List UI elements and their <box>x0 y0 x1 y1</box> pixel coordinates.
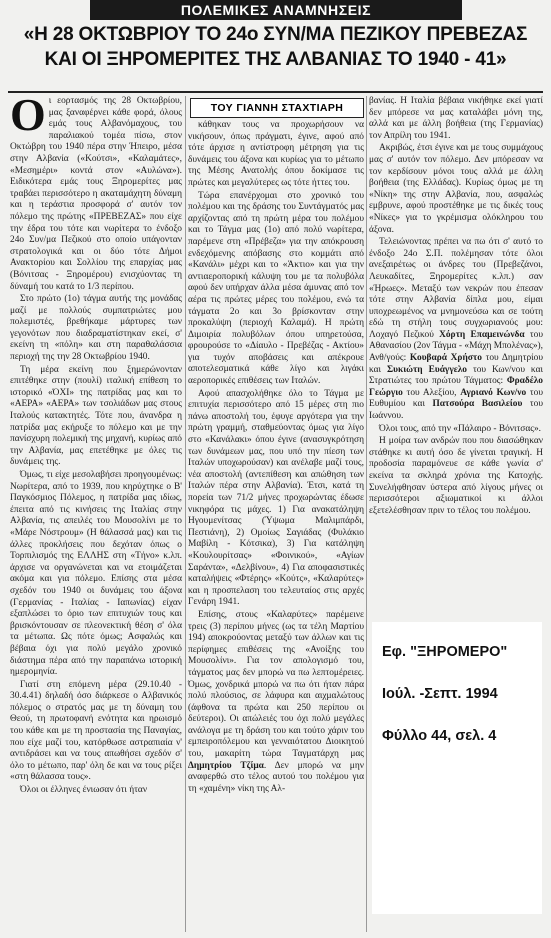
section-banner <box>90 0 462 20</box>
name-highlight: Χόρτη Επαμεινώνδα <box>439 329 525 340</box>
citation-page: Φύλλο 44, σελ. 4 <box>382 728 497 744</box>
drop-cap: Ο <box>10 89 46 140</box>
paragraph: Επίσης, στους «Καλαρύτες» παρέμεινε τρεις (3) περίπου μήνες (ως τα τέλη Μαρτίου 194) αποκρούοντας μεταξύ των άλλων και τις περίφημες επιθέσεις της «Ανοίξης του Μουσολίνι». Για τον απολογισμό του, τάγματος μας δεν μπορώ να πω λεπτομέρειες. Όμως, χονδρικά μπορώ να πω ότι ήταν πάρα πολύ πλούσιος, σε λάφυρα και αιχμαλώτους (άφθονα τα πρώτα και 250 περίπου οι δεύτεροι). Οι απώλειές του όχι πολύ μεγάλες ανάλογα με τη δράση του και τούτο χάριν του εμπειροπόλεμου και γενναιότατου Διοικητού του, μακαρίτη τώρα Ταγματάρχη μας Δημητρίου Τζίμα. Δεν μπορώ να μην αναφερθώ στο τέλος αυτού του πολέμου για τη «χαμένη» νίκη της Αλ- <box>188 609 364 794</box>
section-title: ΠΟΛΕΜΙΚΕΣ ΑΝΑΜΝΗΣΕΙΣ <box>180 2 372 18</box>
paragraph: Στο πρώτο (1ο) τάγμα αυτής της μονάδας μαζί με πολλούς συμπατριώτες μου πολεμιστές, βρεθήκαμε μάρτυρες των γεγονότων που διαδραματίστηκαν εκεί, σ' εκείνη τη «πόλη» και στη παραθαλάσσια περιοχή της την 28 Οκτωβρίου 1940. <box>10 294 182 363</box>
column-divider-1 <box>185 96 186 932</box>
paragraph: Όλοι οι έλληνες ένιωσαν ότι ήταν <box>20 785 148 796</box>
headline-line-1: «Η 28 ΟΚΤΩΒΡΙΟΥ ΤΟ 24ο ΣΥΝ/ΜΑ ΠΕΖΙΚΟΥ ΠΡΕΒΕΖΑΣ <box>23 24 528 45</box>
name-highlight: Φραδέλο Γεώργιο <box>369 376 543 398</box>
paragraph: Όμως, τι είχε μεσολαβήσει προηγουμένως: Νωρίτερα, από το 1939, που κηρύχτηκε ο Β' Παγκόσμιος Πόλεμος, η πατρίδα μας ιδίως, έπειτα από τις κινήσεις της Ιταλίας στην Αλβανία, τις απειλές του Μουσολίνι με το «Μάρε Νόστρουμ» (Η θάλασσά μας) και τις άλλες προκλήσεις που δεχόταν όπως ο Τορπιλισμός της ΕΛΛΗΣ στη «Τήνο» κ.λπ. άρχισε να οργανώνεται και να ετοιμάζεται ακόμα και για πόλεμο. Επίσης στα μέσα σχεδόν του 1940 οι δυνάμεις του άξονα (Γερμανίας - Ιταλίας - Ιαπωνίας) είχαν εξαπλώσει το όριο των επιτυχιών τους και βρισκόντουσαν σε πλεονεκτική θέση σ' όλα τα μέτωπα. Ως πότε όμως; Ασφαλώς και βέβαια όχι για πολύ μεγάλο χρονικό διάστημα πέρα από την παραπάνω ιστορική ημερομηνία. <box>10 470 182 678</box>
column-divider-2 <box>366 96 367 932</box>
name-highlight: Δημητρίου Τζίμα <box>188 760 264 771</box>
headline-rule <box>8 91 543 93</box>
article-headline <box>10 22 541 72</box>
author-byline <box>190 98 364 118</box>
source-citation <box>372 622 542 914</box>
paragraph: Όλοι τους, από την «Πάλαιρο - Βόνιτσας». <box>379 423 541 434</box>
paragraph: Τώρα επανέρχομαι στο χρονικό του πολέμου και της δράσης του Συντάγματός μας αρχίζοντας από τη πρώτη μέρα του πολέμου και το Τάγμα μας (1ο) από πολύ νωρίτερα, παρέμενε στη «Πρέβεζα» για την απόκρουση ενδεχόμενης απόβασης στο κομμάτι από «Κανάλι» μέχρι και το «Άκτιο» και για την αντιαεροπορική κάλυψη του με τα πολυβόλα αφού δεν υπήρχαν άλλα μέσα άμυνας από τον αέρα τις πρώτες μέρες του πολέμου, ενώ τα τάγματα 2ο και 3ο βρίσκονταν στην προκαλύψη (περιοχή Καλαμά). Η πρώτη Διμοιρία πολυβόλων όπου υπηρετούσα, φρουρούσε το «Δίαυλο - Πρεβέζας - Ακτίου» για τυχόν αποβάσεις και απέκρουε αποτελεσματικά κάθε λίγο και λιγάκι αεροπορικές επιθέσεις των Ιταλών. <box>188 190 364 387</box>
paragraph: κάθηκαν τους να προχωρήσουν να νικήσουν, όπως πράγματι, έγινε, αφού από τότε άρχισε η αντίστροφη μέτρηση για τις δυνάμεις του άξονα και κυρίως για το μέτωπο της Μέσης Ανατολής όπου δοκίμασε τις πρώτες και μεγαλύτερες ως τότε ήττες του. <box>188 120 364 188</box>
citation-date: Ιούλ. -Σεπτ. 1994 <box>382 686 498 702</box>
name-highlight: Πατσούρα Βασιλείου <box>432 399 523 410</box>
byline-text: ΤΟΥ ΓΙΑΝΝΗ ΣΤΑΧΤΙΑΡΗ <box>210 102 344 114</box>
paragraph: Η μοίρα των ανδρών που που διασώθηκαν στάθηκε κι αυτή όσο δε γίνεται τραγική. Η προδοσία παραμόνευε σε κάθε γωνία σ' εκείνα τα σκληρά χρόνια της Κατοχής. Συνελήφθησαν ύστερα από λίγους μήνες οι περισσότεροι αξιωματικοί κι άλλοι εξετελέσθησαν πριν το τέλος του πολέμου. <box>369 436 543 516</box>
paragraph: βανίας. Η Ιταλία βέβαια νικήθηκε εκεί γιατί δεν μπόρεσε να μας καταλάβει μόνη της, αλλά και με άλλη βοήθεια (της Γερμανίας) τον Απρίλη του 1941. <box>369 96 543 141</box>
name-highlight: Συκιώτη Ευάγγελο <box>387 364 467 375</box>
name-highlight: Αγριανό Κων/νο <box>460 387 527 398</box>
headline-line-2: ΚΑΙ ΟΙ ΞΗΡΟΜΕΡΙΤΕΣ ΤΗΣ ΑΛΒΑΝΙΑΣ ΤΟ 1940 - 41» <box>44 49 507 70</box>
column-2 <box>188 120 364 796</box>
citation-newspaper: Εφ. "ΞΗΡΟΜΕΡΟ" <box>382 644 508 660</box>
column-1 <box>10 89 182 798</box>
paragraph: Γιατί στη επόμενη μέρα (29.10.40 - 30.4.41) δηλαδή όσο διάρκεσε ο Αλβανικός πόλεμος ο στρατός μας με τη δύναμη του Θεού, τη πρωτοφανή ενότητα και ηρωισμό του κάθε και με τη προστασία της Παναγίας, που είχε μαζί του, κατόρθωσε αστραπιαία ν' αντιδράσει και να τους απωθήσει σχεδόν σ' όλο το μέτωπο, παρ' όλη δε και να τους ρίξει «στη θάλασσα τους». <box>10 679 182 783</box>
column-3 <box>369 96 543 518</box>
paragraph: Οι εορτασμός της 28 Οκτωβρίου, μας ξαναφέρνει κάθε φορά, όλους εμάς τους Αλβανόμαχους, του παραλιακού τομέα πίσω, στον Οκτώβρη του 1940 πέρα στην Ήπειρο, μέσα στην Αλβανία («Κούτσι», «Καλαμάτες», «Μεσημέρι» κοντά στον «Αυλώνα»). Ειδικότερα εμάς τους Ξηρομερίτες μας τραβάει περισσότερο η ακαταμάχητη δύναμη και η τεράστια προσφορά σ' αυτόν τον πόλεμο της πρώτης «ΠΡΕΒΕΖΑΣ» που είχε την έδρα του τότε και νωρίτερα το ένδοξο 24ο Συν/μα Πεζικού στο οποίο υπάγονταν στρατολογικά και οι δύο τότε Δήμοι Ανακτορίου και Σολλίου της επαρχίας μας (Βόνιτσας - Ξηρομέρου) ενισχύοντας τη δύναμή του κατά το 1/3 περίπου. <box>10 89 182 292</box>
name-highlight: Κουβαρά Χρήστο <box>409 353 482 364</box>
paragraph: Αφού απασχολήθηκε όλο το Τάγμα με επιτυχία περισσότερο από 15 μέρες στη πιο πάνω αποστολή του, έφυγε αργότερα για την πρώτη γραμμή, σταθμεύοντας όμως για λίγο στο «Κανάλακι» όπου έγινε (ανασυγκρότηση των δυνάμεων μας, που υπό την πίεση των Ιταλών υποχωρούσαν) και ανέλαβε μαζί τους, νέα αποστολή (αντεπίθεση και απώθηση των Ιταλών πέρα στην Αλβανία). Έτσι, κατά τη πορεία των 71/2 μήνες προχωρώντας έδωσε νικηφόρα τις μάχες. 1) Για ανακατάληψη Ηγουμενίτσας (Ύψωμα Μαλιμπάρδι, Πεστιάνη), 2) Ομοίως Σαγιάδας (Φυλάκιο Μαβίλη - Κότσικα), 3) Για κατάληψη «Κουλουρίτσας» «Φοινικού», «Αγίων Σαράντα», «Δελβίνου», 4) Για αποφασιστικές καταλήψεις «Φτέρης» «Κούτς», «Καλαρύτες» και η προσπελαση του τελευταίος στις αρχές Γενάρη 1941. <box>188 388 364 608</box>
paragraph: Τη μέρα εκείνη που ξημερώνονταν επιτέθηκε στην (πουλί) ιταλική επίθεση το ιστορικό «ΌΧΙ» της πατρίδας μας και το «ΑΕΡΑ» «ΑΕΡΑ» των τσολιάδων μας στους Ιταλούς κατακτητές. Τότε που, άνανδρα η πατρίδα μας εκήρυξε το πόλεμο και με την πανίσχυρη πολεμική της μηχανή, κυρίως από την Αλβανία, μας επετέθηκε με όλες τις δυνάμεις της. <box>10 364 182 468</box>
paragraph: Ακριβώς, έτσι έγινε και με τους συμμάχους μας σ' αυτόν τον πόλεμο. Δεν μπόρεσαν να τον κερδίσουν μόνοι τους αλλά με άλλη βοήθεια (της Ελλάδας). Κυρίως όμως με τη «Νίκη» της στην Αλβανία, που, ασφαλώς εμβρυνε, αφού προστέθηκε με τις δικές τους «Νίκες» για το γκρέμισμα ολόκληρου του άξονα. <box>369 143 543 235</box>
paragraph: Τελειώνοντας πρέπει να πω ότι σ' αυτό το ένδοξο 24ο Σ.Π. πολέμησαν τότε όλοι ανεξαιρέτως οι άνδρες του (Πρεβεζάνοι, Λευκαδίτες, Ξηρομερίτες κ.λπ.) σαν «Ήρωες». Μεταξύ των νεκρών που έπεσαν τότε στην Αλβανία δίπλα μου, είμαι υποχρεωμένος να μνημονεύσω και σε τούτη εδώ τη στήλη τους συγχωριανούς μου: Λοχαγό Πεζικού Χόρτη Επαμεινώνδα του Αθανασίου (2ον Τάγμα - «Μάχη Μπολένας»), Ανθ/γούς: Κουβαρά Χρήστο του Δημητρίου και Συκιώτη Ευάγγελο του Κων/νου και Στρατιώτες του πρώτου Τάγματος: Φραδέλο Γεώργιο του Αλεξίου, Αγριανό Κων/νο του Ευθυμίου και Πατσούρα Βασιλείου του Ιωάννου. <box>369 237 543 422</box>
